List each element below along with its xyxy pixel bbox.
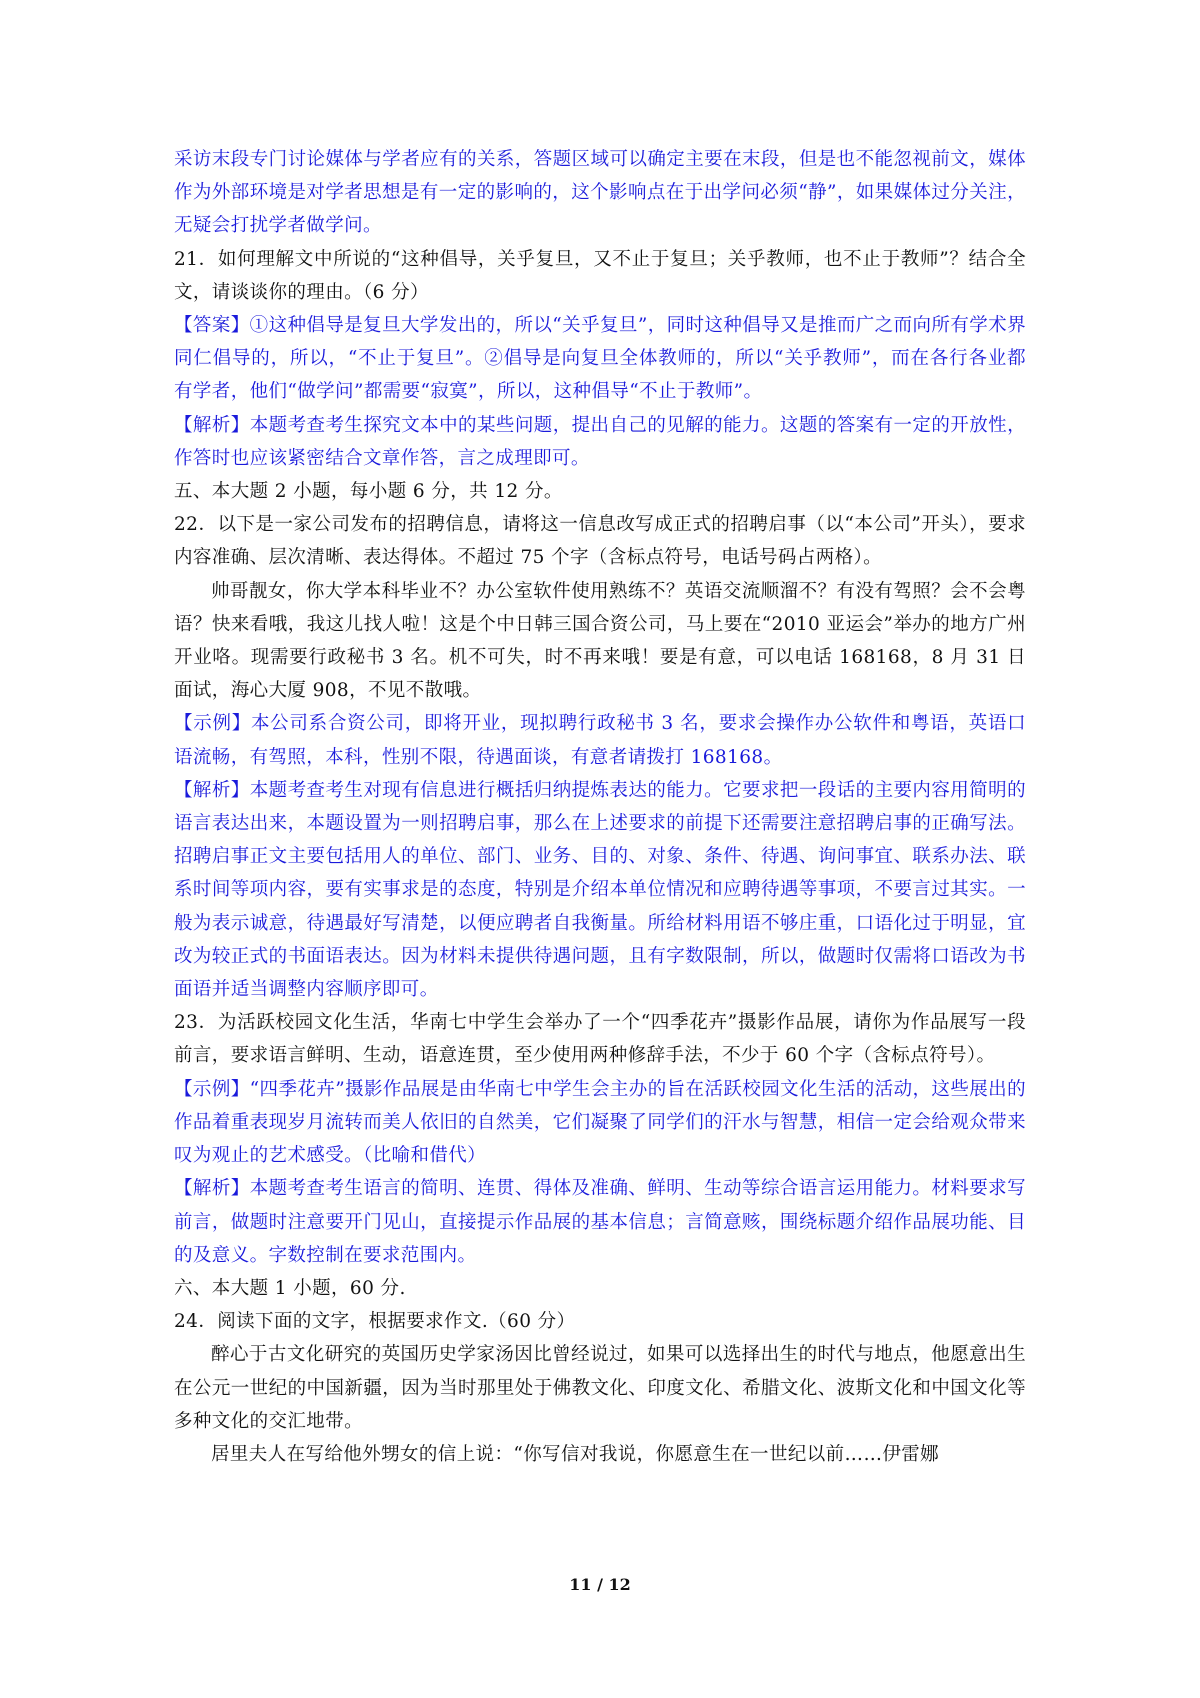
paragraph-text: 醉心于古文化研究的英国历史学家汤因比曾经说过，如果可以选择出生的时代与地点，他愿意出生在公元一世纪的中国新疆，因为当时那里处于佛教文化、印度文化、希腊文化、波斯文化和中国文化等多种文化的交汇地带。 [174, 1344, 1026, 1432]
paragraph-tag: 【解析】 [174, 779, 250, 801]
paragraph-text: 24．阅读下面的文字，根据要求作文.（60 分） [174, 1311, 576, 1333]
paragraph [174, 409, 1026, 475]
paragraph [174, 309, 1026, 409]
paragraph [174, 475, 1026, 508]
document-body [174, 143, 1026, 1471]
paragraph [174, 1438, 1026, 1471]
paragraph-text: 居里夫人在写给他外甥女的信上说：“你写信对我说，你愿意生在一世纪以前……伊雷娜 [211, 1443, 940, 1465]
paragraph-tag: 【示例】 [174, 713, 251, 735]
paragraph [174, 1073, 1026, 1173]
paragraph-text: ①这种倡导是复旦大学发出的，所以“关乎复旦”，同时这种倡导又是推而广之而向所有学术界同仁倡导的，所以，“不止于复旦”。②倡导是向复旦全体教师的，所以“关乎教师”，而在各行各业都有学者，他们“做学问”都需要“寂寞”，所以，这种倡导“不止于教师”。 [174, 315, 1026, 403]
paragraph [174, 143, 1026, 243]
paragraph-text: 六、本大题 1 小题，60 分. [174, 1277, 406, 1299]
paragraph-text: 本公司系合资公司，即将开业，现拟聘行政秘书 3 名，要求会操作办公软件和粤语，英语口语流畅，有驾照，本科，性别不限，待遇面谈，有意者请拨打 168168。 [174, 713, 1026, 768]
paragraph [174, 508, 1026, 574]
paragraph-tag: 【答案】 [174, 315, 250, 337]
paragraph-text: 帅哥靓女，你大学本科毕业不？办公室软件使用熟练不？英语交流顺溜不？有没有驾照？会不会粤语？快来看哦，我这儿找人啦！这是个中日韩三国合资公司，马上要在“2010 亚运会”举办的地方广州开业咯。现需要行政秘书 3 名。机不可失，时不再来哦！要是有意，可以电话 168168，8 月 31 日面试，海心大厦 908，不见不散哦。 [174, 580, 1026, 702]
paragraph [174, 1272, 1026, 1305]
paragraph-tag: 【解析】 [174, 414, 250, 436]
paragraph [174, 774, 1026, 1006]
paragraph-text: 本题考查考生语言的简明、连贯、得体及准确、鲜明、生动等综合语言运用能力。材料要求写前言，做题时注意要开门见山，直接提示作品展的基本信息；言简意赅，围绕标题介绍作品展功能、目的及意义。字数控制在要求范围内。 [174, 1178, 1027, 1266]
paragraph [174, 1338, 1026, 1438]
page-number: 11 / 12 [569, 1575, 631, 1594]
paragraph-text: 21．如何理解文中所说的“这种倡导，关乎复旦，又不止于复旦；关乎教师，也不止于教师”？结合全文，请谈谈你的理由。（6 分） [174, 248, 1026, 303]
paragraph-text: 采访末段专门讨论媒体与学者应有的关系，答题区域可以确定主要在末段，但是也不能忽视前文，媒体作为外部环境是对学者思想是有一定的影响的，这个影响点在于出学问必须“静”，如果媒体过分关注，无疑会打扰学者做学问。 [174, 149, 1026, 237]
paragraph [174, 575, 1026, 708]
paragraph-tag: 【解析】 [174, 1178, 250, 1200]
paragraph-text: 23．为活跃校园文化生活，华南七中学生会举办了一个“四季花卉”摄影作品展，请你为作品展写一段前言，要求语言鲜明、生动，语意连贯，至少使用两种修辞手法，不少于 60 个字（含标点符号）。 [174, 1012, 1026, 1067]
paragraph [174, 707, 1026, 773]
paragraph-text: 本题考查考生对现有信息进行概括归纳提炼表达的能力。它要求把一段话的主要内容用简明的语言表达出来，本题设置为一则招聘启事，那么在上述要求的前提下还需要注意招聘启事的正确写法。招聘启事正文主要包括用人的单位、部门、业务、目的、对象、条件、待遇、询问事宜、联系办法、联系时间等项内容，要有实事求是的态度，特别是介绍本单位情况和应聘待遇等事项，不要言过其实。一般为表示诚意，待遇最好写清楚，以便应聘者自我衡量。所给材料用语不够庄重，口语化过于明显，宜改为较正式的书面语表达。因为材料未提供待遇问题，且有字数限制，所以，做题时仅需将口语改为书面语并适当调整内容顺序即可。 [174, 779, 1027, 1001]
paragraph [174, 1305, 1026, 1338]
paragraph-text: 五、本大题 2 小题，每小题 6 分，共 12 分。 [174, 481, 563, 503]
paragraph [174, 1172, 1026, 1272]
paragraph-text: “四季花卉”摄影作品展是由华南七中学生会主办的旨在活跃校园文化生活的活动，这些展出的作品着重表现岁月流转而美人依旧的自然美，它们凝聚了同学们的汗水与智慧，相信一定会给观众带来叹为观止的艺术感受。（比喻和借代） [174, 1078, 1026, 1167]
paragraph-tag: 【示例】 [174, 1078, 250, 1100]
paragraph-text: 本题考查考生探究文本中的某些问题，提出自己的见解的能力。这题的答案有一定的开放性，作答时也应该紧密结合文章作答，言之成理即可。 [174, 414, 1027, 469]
paragraph [174, 243, 1026, 309]
paragraph [174, 1006, 1026, 1072]
paragraph-text: 22．以下是一家公司发布的招聘信息，请将这一信息改写成正式的招聘启事（以“本公司”开头），要求内容准确、层次清晰、表达得体。不超过 75 个字（含标点符号，电话号码占两格）。 [174, 514, 1026, 569]
